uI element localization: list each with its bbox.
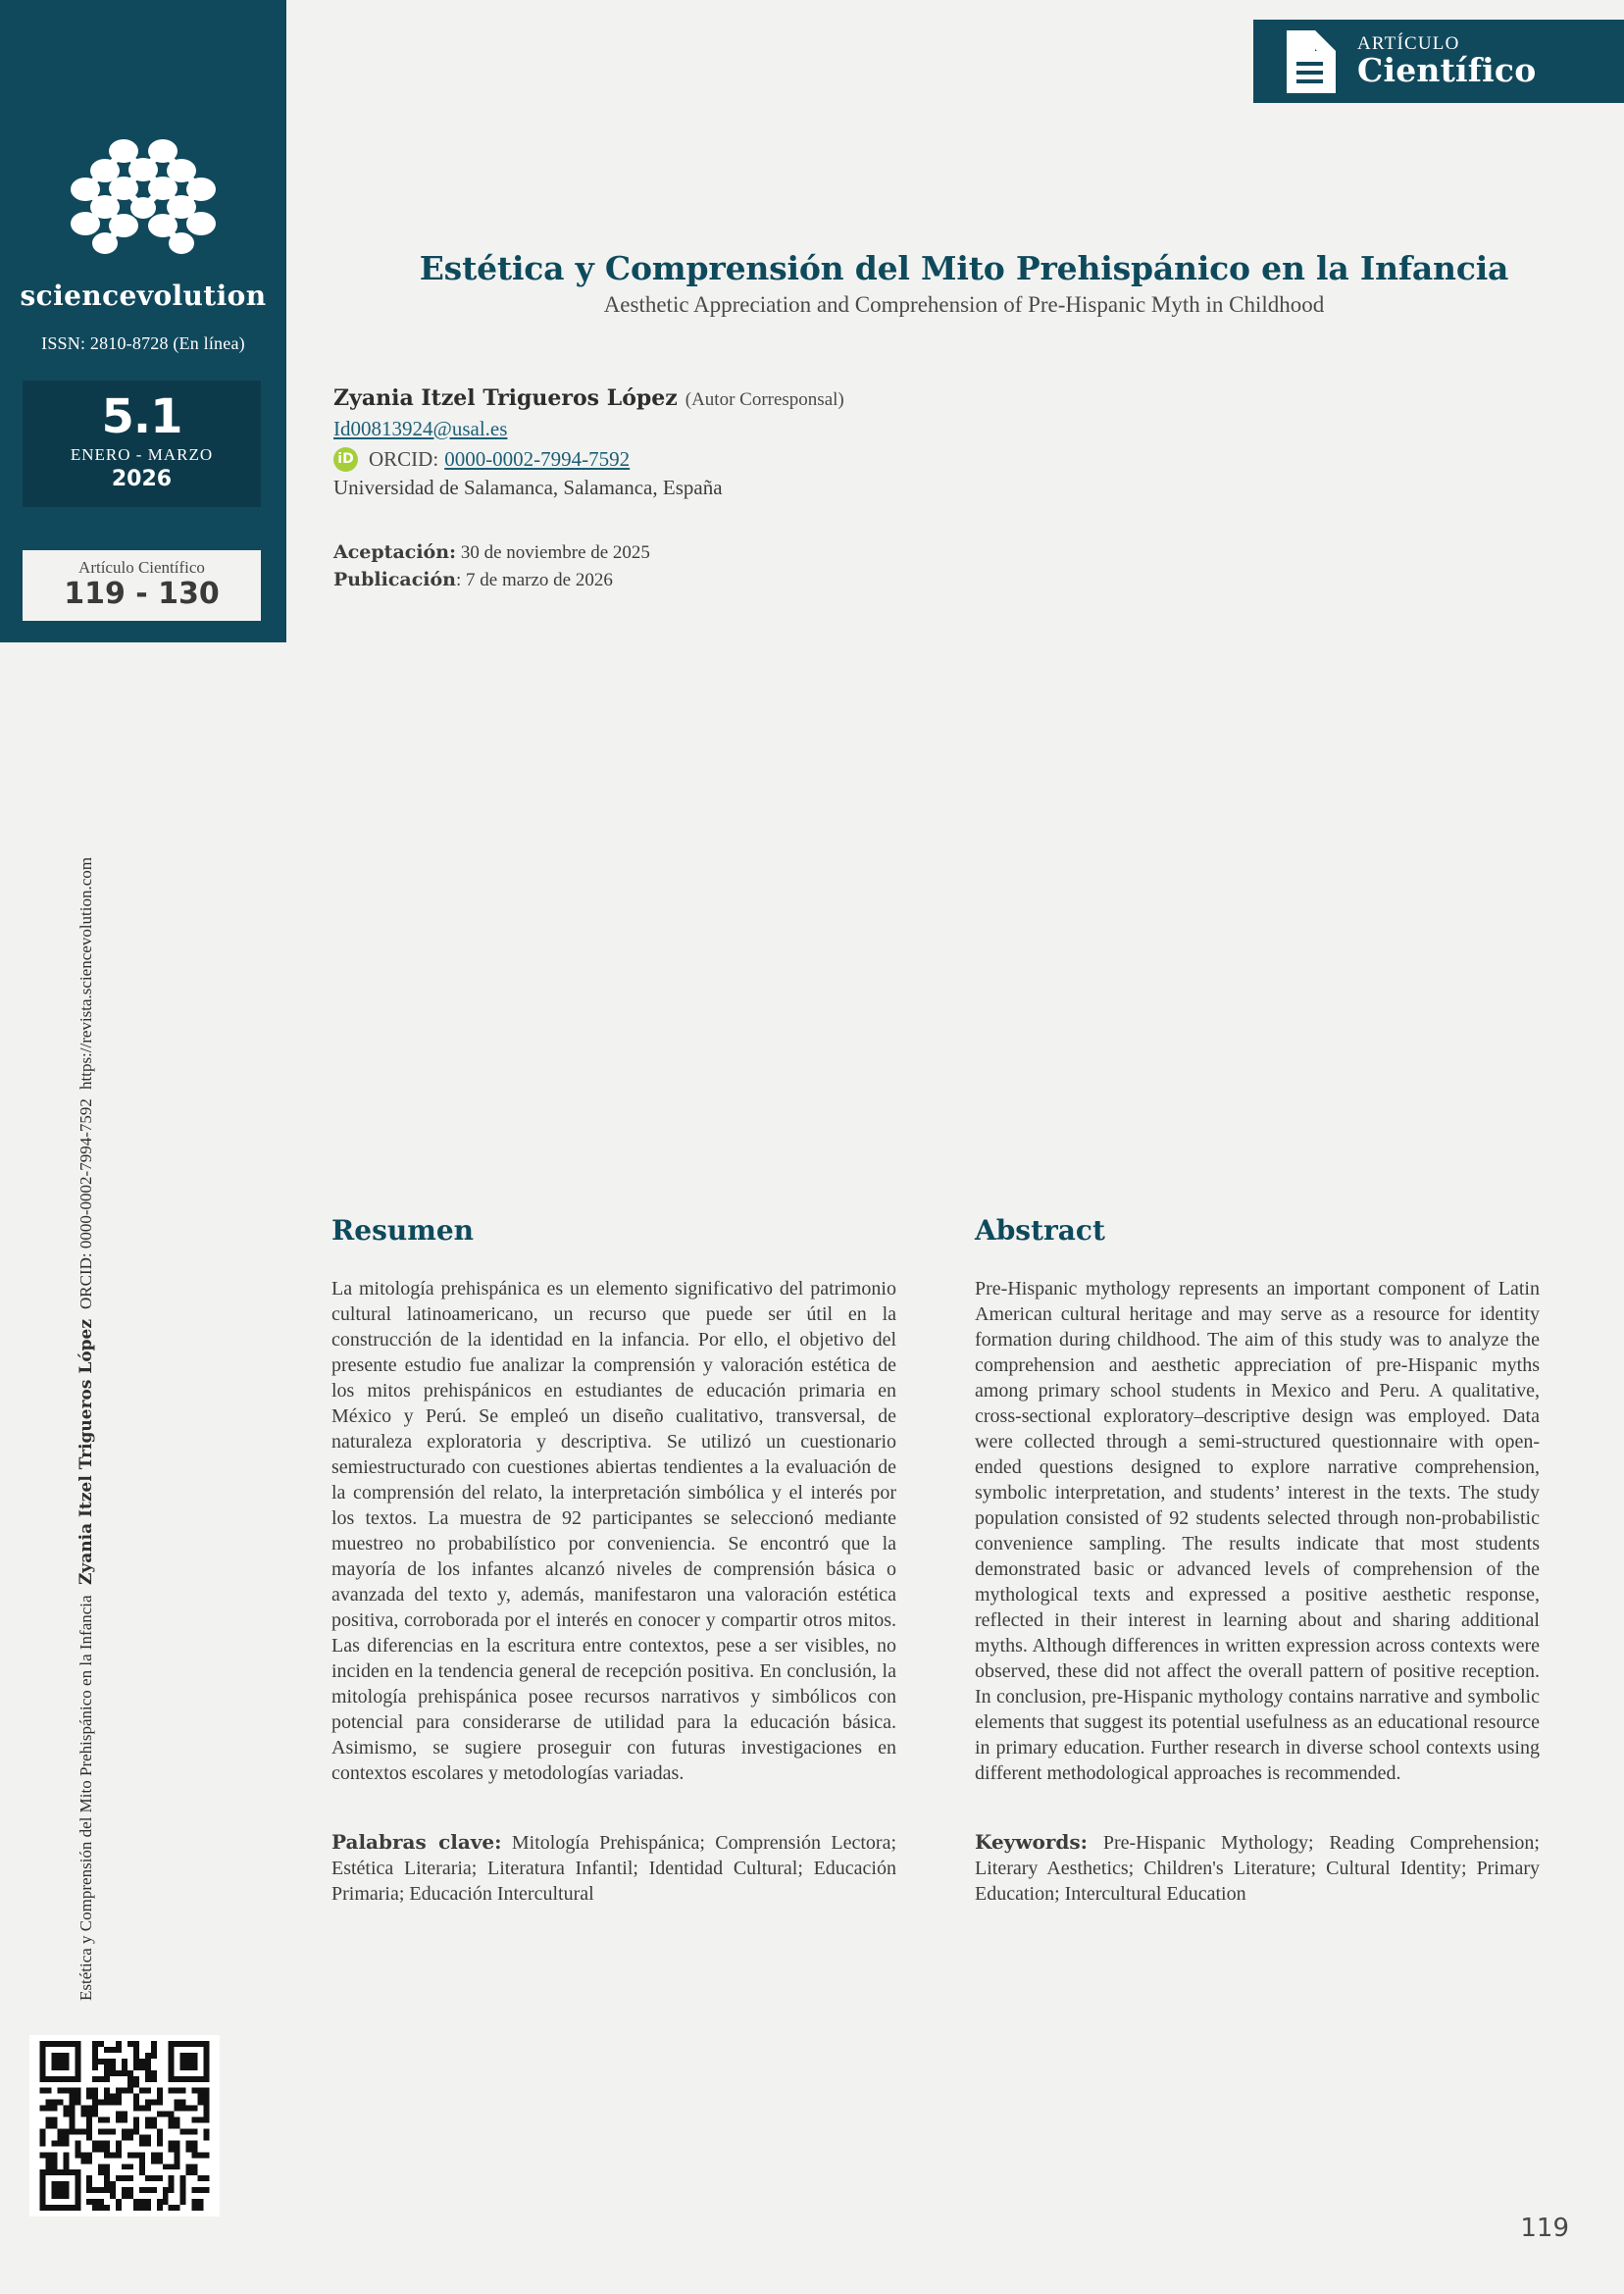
article-type-badge: [1253, 20, 1624, 103]
resumen-body: La mitología prehispánica es un elemento significativo del patrimonio cultural latinoamericano, un recurso que puede ser útil en la construcción de la identidad en la infancia. Por ello, el objetivo del presente estudio fue analizar la comprensión y valoración estética de los mitos prehispánicos en estudiantes de educación primaria en México y Perú. Se empleó un diseño cualitativo, transversal, de naturaleza exploratoria y descriptiva. Se utilizó un cuestionario semiestructurado con cuestiones abiertas tendientes a la evaluación de la comprensión del relato, la interpretación simbólica y el interés por los textos. La muestra de 92 participantes se seleccionó mediante muestreo no probabilístico por conveniencia. Se encontró que la mayoría de los infantes alcanzó niveles de comprensión básica o avanzada del texto y, además, manifestaron una valoración estética positiva, corroborada por el interés en conocer y compartir otros mitos. Las diferencias en la escritura entre contextos, pese a ser visibles, no inciden en la tendencia general de recepción positiva. En conclusión, la mitología prehispánica posee recursos narrativos y simbólicos con potencial para considerarse de utilidad para la educación básica. Asimismo, se sugiere proseguir con futuras investigaciones en contextos escolares y metodologías variadas.: [331, 1278, 896, 1784]
keywords-value: Pre-Hispanic Mythology; Reading Comprehension; Literary Aesthetics; Children's Literature; Cultural Identity; Primary Education; Intercultural Education: [975, 1832, 1540, 1905]
journal-issn: ISSN: 2810-8728 (En línea): [41, 333, 245, 353]
vertical-running-head: [76, 856, 96, 2001]
orcid-icon: iD: [333, 447, 358, 472]
author-affiliation: Universidad de Salamanca, Salamanca, España: [333, 476, 723, 500]
author-role: (Autor Corresponsal): [685, 389, 844, 410]
molecule-logo-icon: [70, 137, 217, 255]
acceptance-label: Aceptación:: [333, 541, 457, 563]
document-icon: [1283, 30, 1336, 93]
orcid-line: [333, 447, 844, 472]
page-range-box: [23, 550, 261, 621]
vertical-orcid: ORCID: 0000-0002-7994-7592: [76, 1098, 95, 1310]
abstract-column-en: [975, 1214, 1540, 1926]
publication-value: : 7 de marzo de 2026: [455, 569, 613, 590]
volume-year: 2026: [111, 467, 173, 492]
page-title: Estética y Comprensión del Mito Prehispánico en la Infancia: [419, 249, 1509, 288]
vertical-journal-url: https://revista.sciencevolution.com: [76, 856, 95, 1090]
orcid-label: ORCID:: [369, 446, 439, 471]
acceptance-value: 30 de noviembre de 2025: [456, 542, 650, 563]
page-subtitle: Aesthetic Appreciation and Comprehension of Pre-Hispanic Myth in Childhood: [603, 292, 1325, 317]
publication-date-row: [333, 567, 650, 594]
abstract-columns: [331, 1214, 1540, 1926]
badge-kicker: ARTÍCULO: [1357, 32, 1460, 54]
page-number: 119: [1520, 2214, 1569, 2243]
palabras-clave-label: Palabras clave:: [331, 1830, 502, 1854]
author-name: Zyania Itzel Trigueros López: [333, 385, 678, 411]
badge-text-group: [1357, 34, 1536, 89]
author-email-link[interactable]: Id00813924@usal.es: [333, 416, 508, 440]
abstract-heading: Abstract: [975, 1214, 1105, 1247]
orcid-id-link[interactable]: 0000-0002-7994-7592: [444, 446, 631, 471]
article-type-label: Artículo Científico: [78, 558, 205, 577]
page-range-value: 119 - 130: [64, 577, 220, 611]
palabras-clave: [331, 1829, 896, 1907]
volume-months: ENERO - MARZO: [70, 445, 214, 465]
abstract-body: Pre-Hispanic mythology represents an important component of Latin American cultural heritage and may serve as a resource for identity formation during childhood. The aim of this study was to analyze the comprehension and aesthetic appreciation of pre-Hispanic myths among primary school students in Mexico and Peru. A qualitative, cross-sectional exploratory–descriptive design was employed. Data were collected through a semi-structured questionnaire with open-ended questions designed to explore narrative comprehension, symbolic interpretation, and students’ interest in the texts. The study population consisted of 92 students selected through non-probabilistic convenience sampling. The results indicate that most students demonstrated basic or advanced levels of comprehension of the mythological texts and expressed a positive aesthetic response, reflected in their interest in learning about and sharing additional myths. Although differences in written expression across contexts were observed, these did not affect the overall pattern of positive reception. In conclusion, pre-Hispanic mythology contains narrative and symbolic elements that suggest its potential usefulness as an educational resource in primary education. Further research in diverse school contexts using different methodological approaches is recommended.: [975, 1278, 1540, 1784]
volume-number: 5.1: [101, 389, 182, 444]
vertical-author: Zyania Itzel Trigueros López: [76, 1319, 96, 1586]
publication-label: Publicación: [333, 568, 456, 590]
volume-box: [23, 381, 261, 507]
publication-dates: [333, 539, 650, 593]
resumen-heading: Resumen: [331, 1214, 475, 1247]
qr-code[interactable]: [29, 2035, 220, 2217]
acceptance-date-row: [333, 539, 650, 567]
journal-brand-name: sciencevolution: [20, 280, 267, 312]
badge-title: Científico: [1357, 50, 1537, 89]
author-name-line: [333, 385, 844, 413]
abstract-column-es: [331, 1214, 896, 1926]
author-block: [333, 385, 844, 500]
keywords-label: Keywords:: [975, 1830, 1089, 1854]
journal-sidebar: [0, 0, 286, 642]
keywords: [975, 1829, 1540, 1907]
vertical-title: Estética y Comprensión del Mito Prehispánico en la Infancia: [76, 1595, 95, 2001]
palabras-clave-value: Mitología Prehispánica; Comprensión Lectora; Estética Literaria; Literatura Infantil; Identidad Cultural; Educación Primaria; Educación Intercultural: [331, 1832, 896, 1905]
